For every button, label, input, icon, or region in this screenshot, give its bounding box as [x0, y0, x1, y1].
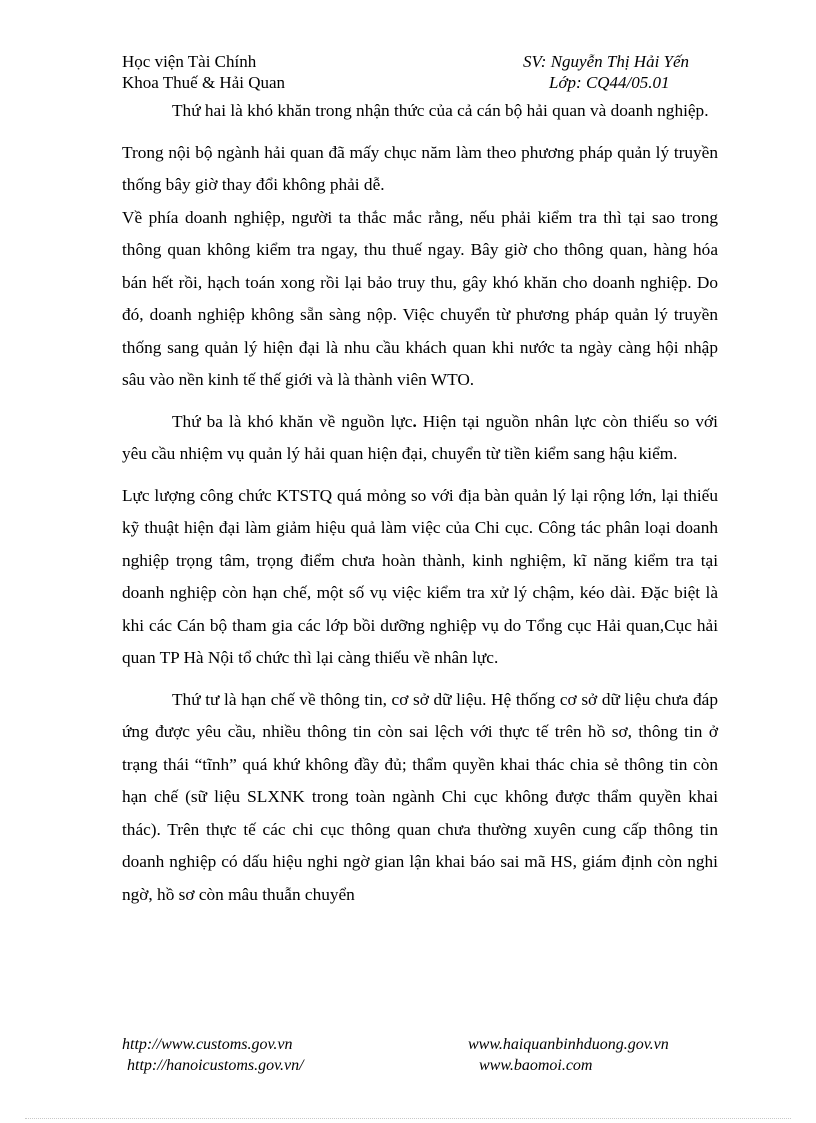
paragraph: Về phía doanh nghiệp, người ta thắc mắc rằng, nếu phải kiểm tra thì tại sao trong thông quan không kiểm tra ngay, thu thuế ngay. Bây giờ cho thông quan, hàng hóa bán hết rồi, hạch toán xong rồi lại bảo truy thu, gây khó khăn cho doanh nghiệp. Do đó, doanh nghiệp không sẵn sàng nộp. Việc chuyển từ phương pháp quản lý truyền thống sang quản lý hiện đại là nhu cầu khách quan khi nước ta ngày càng hội nhập sâu vào nền kinh tế thế giới và là thành viên WTO. — [122, 207, 718, 389]
bold-period: . — [412, 411, 417, 431]
footer-right — [468, 1034, 669, 1076]
faculty-name: Khoa Thuế & Hải Quan — [122, 73, 286, 92]
footer-left — [122, 1034, 304, 1076]
paragraph: Thứ tư là hạn chế về thông tin, cơ sở dữ liệu. Hệ thống cơ sở dữ liệu chưa đáp ứng được yêu cầu, nhiều thông tin còn sai lệch với thực tế trên hồ sơ, thông tin ở trạng thái “tĩnh” quá khứ không đầy đủ; thẩm quyền khai thác chia sẻ thông tin còn hạn chế (sữ liệu SLXNK trong toàn ngành Chi cục không được thẩm quyền khai thác). Trên thực tế các chi cục thông quan chưa thường xuyên cung cấp thông tin doanh nghiệp có dấu hiệu nghi ngờ gian lận khai báo sai mã HS, giám định còn nghi ngờ, hồ sơ còn mâu thuẫn chuyển — [122, 689, 718, 904]
header-left — [122, 51, 285, 93]
paragraph-rest: Hiện tại nguồn nhân lực còn thiếu so với yêu cầu nhiệm vụ quản lý hải quan hiện đại, chuyển từ tiền kiểm sang hậu kiểm. — [122, 411, 718, 463]
page-divider — [25, 1118, 791, 1119]
footer-link[interactable]: www.baomoi.com — [479, 1057, 593, 1074]
paragraph: Thứ hai là khó khăn trong nhận thức của cả cán bộ hải quan và doanh nghiệp. — [172, 101, 709, 120]
institution-name: Học viện Tài Chính — [122, 52, 257, 71]
paragraph-lead: Thứ ba là khó khăn về nguồn lực — [172, 411, 413, 431]
class-code: Lớp: CQ44/05.01 — [549, 73, 670, 92]
paragraph: Lực lượng công chức KTSTQ quá mỏng so với địa bàn quản lý lại rộng lớn, lại thiếu kỹ thuật hiện đại làm giảm hiệu quả làm việc của Chi cục. Công tác phân loại doanh nghiệp trọng tâm, trọng điểm chưa hoàn thành, kinh nghiệm, kĩ năng kiểm tra tại doanh nghiệp còn hạn chế, một số vụ việc kiểm tra xử lý chậm, kéo dài. Đặc biệt là khi các Cán bộ tham gia các lớp bồi dưỡng nghiệp vụ do Tổng cục Hải quan,Cục hải quan TP Hà Nội tổ chức thì lại càng thiếu về nhân lực. — [122, 485, 718, 667]
header-right — [523, 51, 689, 93]
footer-link[interactable]: www.haiquanbinhduong.gov.vn — [468, 1036, 669, 1053]
footer-link[interactable]: http://www.customs.gov.vn — [122, 1036, 293, 1053]
student-name: SV: Nguyễn Thị Hải Yến — [523, 52, 690, 71]
document-body — [122, 95, 718, 911]
footer-link[interactable]: http://hanoicustoms.gov.vn/ — [127, 1057, 304, 1074]
paragraph — [122, 406, 718, 471]
paragraph: Trong nội bộ ngành hải quan đã mấy chục năm làm theo phương pháp quản lý truyền thống bây giờ thay đổi không phải dễ. — [122, 142, 718, 194]
